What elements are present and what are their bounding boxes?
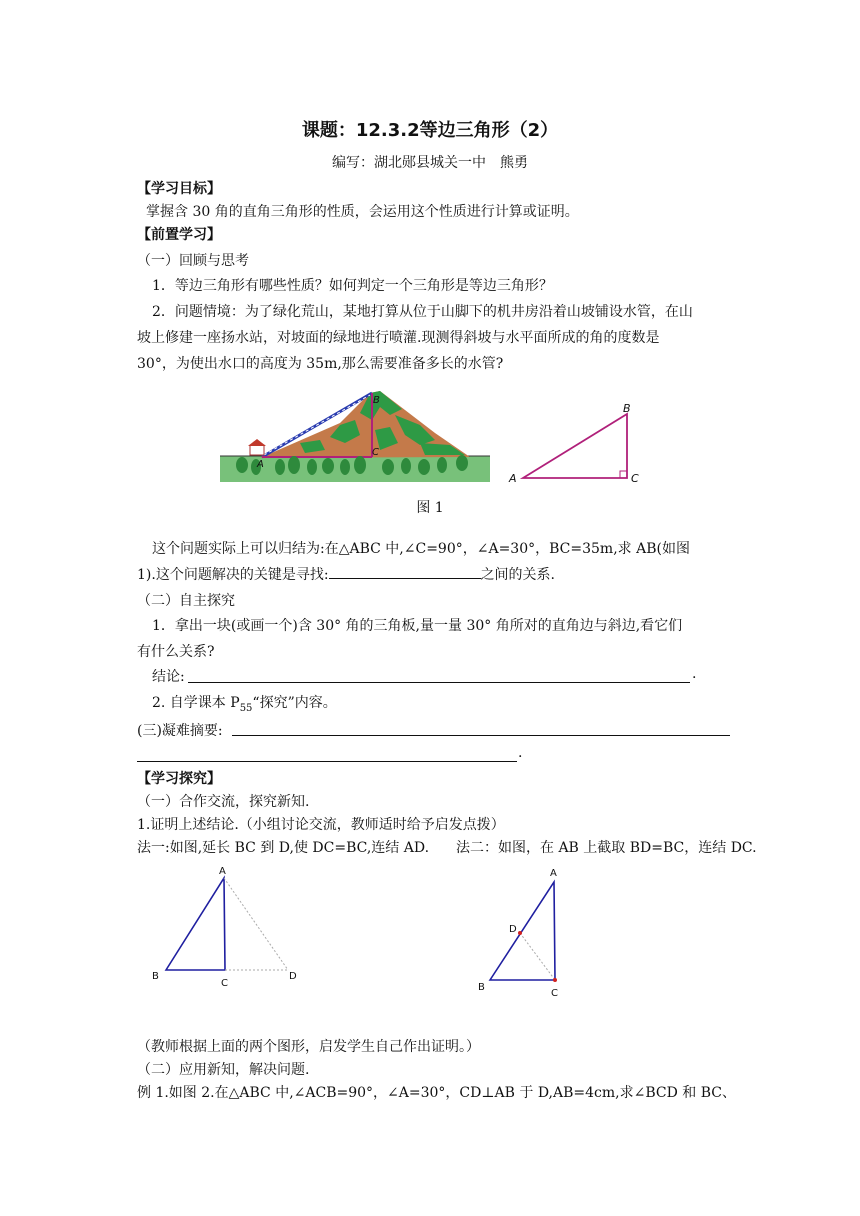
point-c: [553, 978, 557, 982]
m2-label-d: D: [509, 924, 517, 935]
section-prestudy-heading: 【前置学习】: [137, 227, 221, 243]
triangle-abc-method2: [490, 882, 555, 980]
example-1: 例 1.如图 2.在△ABC 中,∠ACB=90°，∠A=30°，CD⊥AB 于 D,AB=4cm,求∠BCD 和 BC、: [137, 1085, 736, 1101]
question-1: 1．等边三角形有哪些性质？如何判定一个三角形是等边三角形？: [152, 278, 553, 294]
explore-2: [152, 692, 337, 714]
figure-1-caption: 图 1: [416, 500, 444, 516]
question-2-line-1: 2．问题情境：为了绿化荒山，某地打算从位于山脚下的机井房沿着山坡铺设水管，在山: [152, 304, 693, 320]
difficulties-blank-2[interactable]: [137, 761, 517, 762]
difficulties-end: .: [518, 745, 523, 761]
section-inquiry-heading: 【学习探究】: [137, 771, 221, 787]
segment-dc: [520, 933, 555, 980]
summary-line-2-start: 1).这个问题解决的关键是寻找:: [137, 567, 329, 583]
m2-label-b: B: [478, 982, 485, 993]
m1-label-d: D: [289, 971, 297, 982]
mountain-label-b: B: [373, 395, 380, 406]
mountain-illustration: [220, 385, 490, 482]
explore-1-line-1: 1．拿出一块(或画一个)含 30° 角的三角板,量一量 30° 角所对的直角边与斜边,看它们: [152, 618, 683, 634]
subsection-review: （一）回顾与思考: [137, 253, 249, 269]
explore-2-text: 2. 自学课本 P: [152, 695, 240, 711]
tri-label-c: C: [631, 472, 639, 485]
page-title: 课题：12.3.2等边三角形（2）: [301, 120, 559, 141]
difficulties-blank-1[interactable]: [232, 735, 730, 736]
mountain-label-a: A: [257, 459, 264, 470]
m2-label-c: C: [551, 988, 558, 999]
summary-line-2-end: 之间的关系.: [480, 567, 555, 583]
m1-label-c: C: [221, 978, 228, 989]
m1-label-a: A: [219, 866, 226, 877]
question-2-line-2: 坡上修建一座扬水站，对坡面的绿地进行喷灌.现测得斜坡与水平面所成的角的度数是: [137, 330, 660, 346]
method-1-text: 法一:如图,延长 BC 到 D,使 DC=BC,连结 AD.: [137, 840, 430, 856]
subsection-cooperate: （一）合作交流，探究新知.: [137, 794, 310, 810]
conclusion-end: .: [692, 666, 697, 682]
m1-label-b: B: [152, 971, 159, 982]
triangle-abc: [523, 414, 627, 478]
conclusion-label: 结论:: [152, 669, 185, 685]
author-line: 编写：湖北郧县城关一中 熊勇: [332, 155, 528, 171]
tri-label-b: B: [623, 402, 631, 415]
right-triangle-figure: [505, 398, 650, 488]
segment-ad: [224, 878, 288, 970]
explore-2-text-end: “探究”内容。: [252, 695, 337, 711]
tri-label-a: A: [509, 472, 517, 485]
point-d: [518, 931, 522, 935]
subsection-apply: （二）应用新知，解决问题.: [137, 1062, 310, 1078]
explore-2-page-sub: 55: [239, 702, 253, 714]
question-2-line-3: 30°，为使出水口的高度为 35m,那么需要准备多长的水管?: [137, 356, 504, 372]
prove-statement: 1.证明上述结论.（小组讨论交流，教师适时给予启发点拨）: [137, 817, 505, 833]
section-goal-heading: 【学习目标】: [137, 181, 221, 197]
teacher-note: （教师根据上面的两个图形，启发学生自己作出证明。）: [137, 1039, 480, 1055]
m2-label-a: A: [550, 868, 557, 879]
house-icon: [250, 445, 264, 455]
subsection-difficulties: (三)凝难摘要:: [137, 723, 223, 739]
triangle-abc-method1: [166, 878, 225, 970]
summary-line-2: [137, 564, 555, 584]
goal-text: 掌握含 30 角的直角三角形的性质，会运用这个性质进行计算或证明。: [146, 204, 579, 220]
summary-blank[interactable]: [329, 564, 481, 579]
explore-1-line-2: 有什么关系?: [137, 644, 215, 660]
method-2-figure: [470, 862, 590, 1002]
subsection-self-explore: （二）自主探究: [137, 593, 235, 609]
mountain-label-c: C: [372, 447, 379, 458]
method-1-figure: [148, 862, 308, 992]
summary-line-1: 这个问题实际上可以归结为:在△ABC 中,∠C=90°，∠A=30°，BC=35m,求 AB(如图: [152, 541, 690, 557]
method-2-text: 法二：如图，在 AB 上截取 BD=BC，连结 DC.: [456, 840, 757, 856]
conclusion-blank[interactable]: [188, 682, 690, 683]
